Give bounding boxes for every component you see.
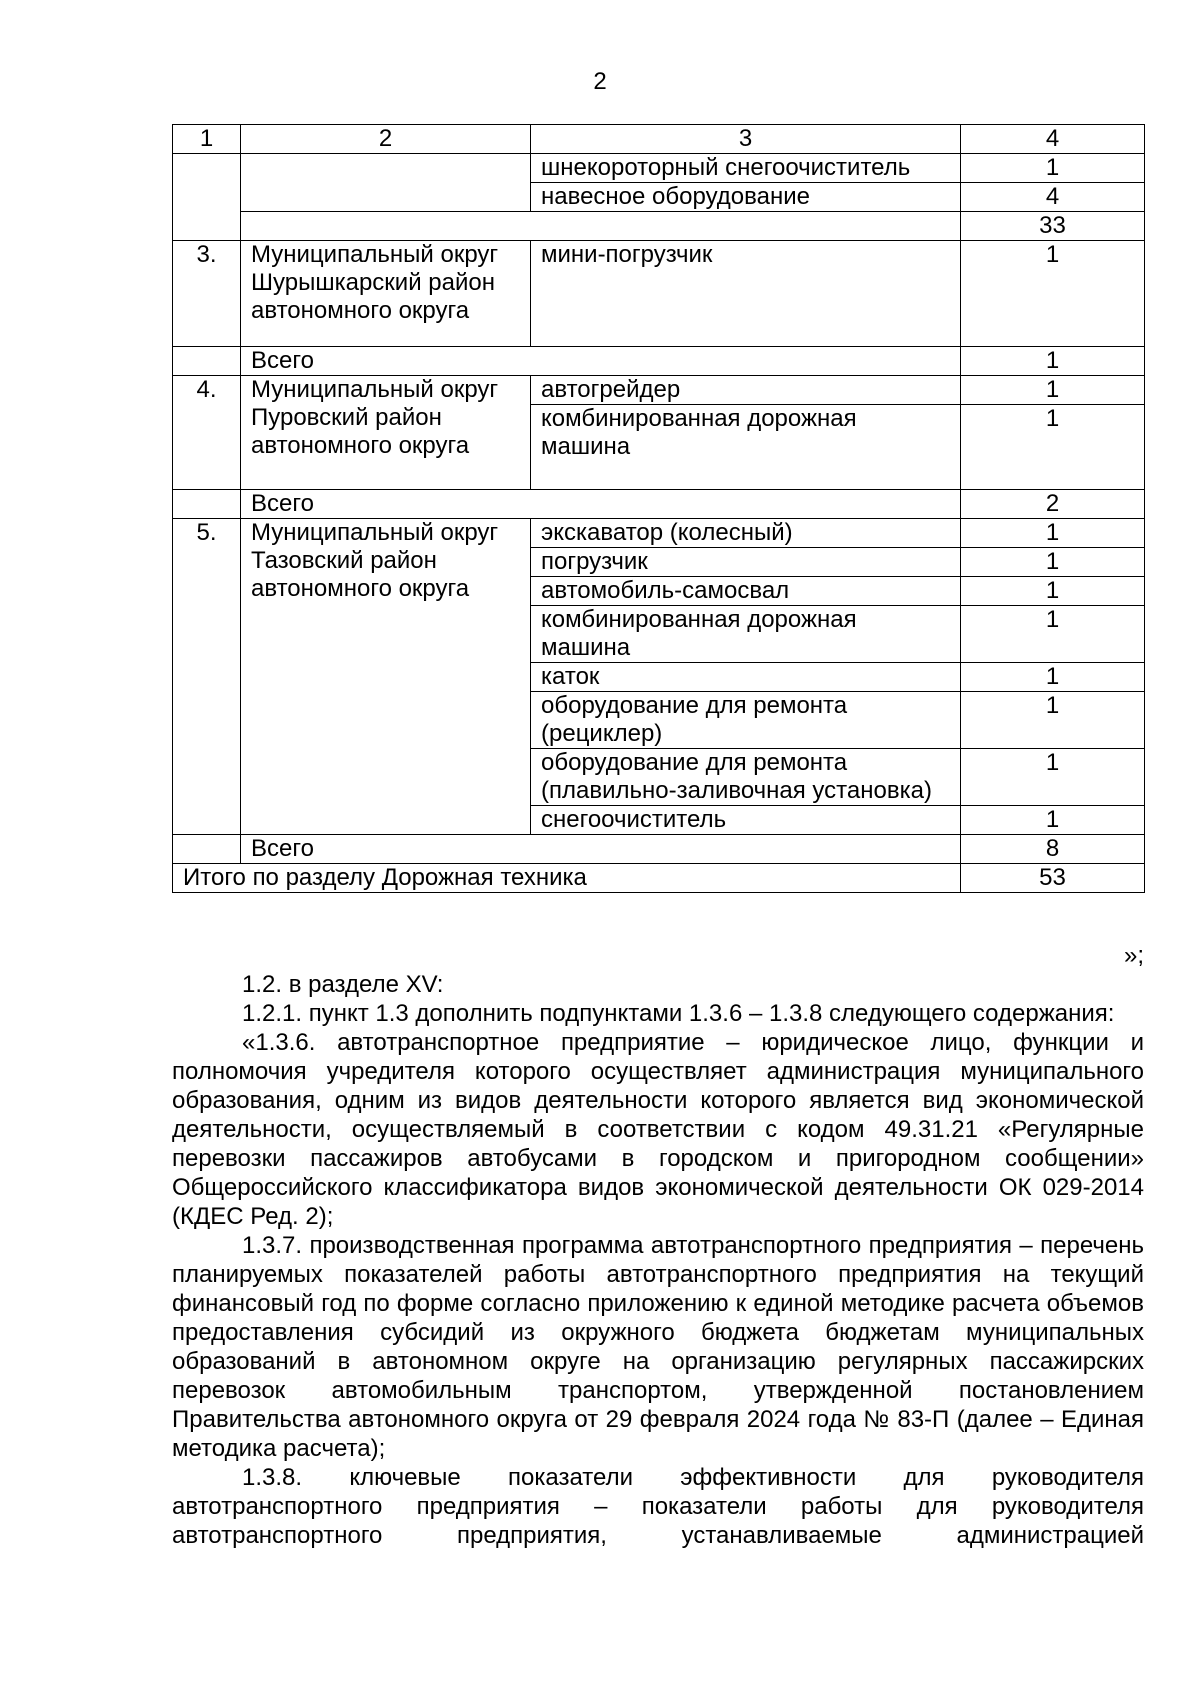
paragraph: «1.3.6. автотранспортное предприятие – юридическое лицо, функции и полномочия учредителя которого осуществляет администрация муниципального образования, одним из видов деятельности которого является вид экономической деятельности, осуществляемый в соответствии с кодом 49.31.21 «Регулярные перевозки пассажиров автобусами в городском и пригородном сообщении» Общероссийского классификатора видов экономической деятельности ОК 029-2014 (КДЕС Ред. 2); [172, 1029, 1144, 1230]
equipment-cell: автогрейдер [531, 376, 961, 405]
qty-cell: 1 [961, 241, 1145, 347]
total-label-cell [241, 212, 961, 241]
number-cell [173, 347, 241, 376]
district-cell: Муниципальный округ Тазовский район автономного округа [241, 519, 531, 835]
qty-cell: 1 [961, 519, 1145, 548]
equipment-cell: комбинированная дорожная машина [531, 405, 961, 490]
number-cell [173, 835, 241, 864]
total-cell: 1 [961, 347, 1145, 376]
paragraph: 1.3.8. ключевые показатели эффективности для руководителя автотранспортного предприятия – показатели работы для руководителя автотранспортного предприятия, устанавливаемые администрацией [172, 1464, 1144, 1549]
equipment-cell: оборудование для ремонта (рециклер) [531, 692, 961, 749]
qty-cell: 4 [961, 183, 1145, 212]
paragraph: 1.3.7. производственная программа автотранспортного предприятия – перечень планируемых показателей работы автотранспортного предприятия на текущий финансовый год по форме согласно приложению к единой методике расчета объемов предоставления субсидий из окружного бюджета бюджетам муниципальных образований в автономном округе на организацию регулярных пассажирских перевозок автомобильным транспортом, утвержденной постановлением Правительства автономного округа от 29 февраля 2024 года № 83-П (далее – Единая методика расчета); [172, 1232, 1144, 1462]
header-cell: 3 [531, 125, 961, 154]
grand-total-row [173, 864, 1145, 893]
qty-cell: 1 [961, 154, 1145, 183]
equipment-cell: оборудование для ремонта (плавильно-заливочная установка) [531, 749, 961, 806]
table-row [173, 490, 1145, 519]
total-cell: 2 [961, 490, 1145, 519]
district-cell: Муниципальный округ Шурышкарский район автономного округа [241, 241, 531, 347]
qty-cell: 1 [961, 548, 1145, 577]
table-row [173, 241, 1145, 347]
equipment-cell: комбинированная дорожная машина [531, 606, 961, 663]
header-cell: 2 [241, 125, 531, 154]
qty-cell: 1 [961, 806, 1145, 835]
table-row [173, 212, 1145, 241]
equipment-table [172, 124, 1145, 893]
total-cell: 8 [961, 835, 1145, 864]
equipment-cell: навесное оборудование [531, 183, 961, 212]
equipment-cell: мини-погрузчик [531, 241, 961, 347]
grand-total-value: 53 [961, 864, 1145, 893]
equipment-cell: каток [531, 663, 961, 692]
header-cell: 1 [173, 125, 241, 154]
grand-total-label: Итого по разделу Дорожная техника [173, 864, 961, 893]
qty-cell: 1 [961, 749, 1145, 806]
total-label-cell: Всего [241, 835, 961, 864]
total-label-cell: Всего [241, 490, 961, 519]
page-number: 2 [593, 68, 607, 95]
equipment-cell: снегоочиститель [531, 806, 961, 835]
table-row [173, 347, 1145, 376]
table-row [173, 835, 1145, 864]
number-cell: 5. [173, 519, 241, 835]
number-cell: 4. [173, 376, 241, 490]
paragraph: 1.2. в разделе XV: [242, 971, 444, 998]
number-cell: 3. [173, 241, 241, 347]
equipment-cell: погрузчик [531, 548, 961, 577]
table-header-row [173, 125, 1145, 154]
equipment-cell: автомобиль-самосвал [531, 577, 961, 606]
table-row [173, 519, 1145, 548]
paragraph: 1.2.1. пункт 1.3 дополнить подпунктами 1.3.6 – 1.3.8 следующего содержания: [242, 1000, 1115, 1027]
total-cell: 33 [961, 212, 1145, 241]
equipment-cell: экскаватор (колесный) [531, 519, 961, 548]
district-cell [241, 154, 531, 212]
number-cell [173, 154, 241, 241]
qty-cell: 1 [961, 692, 1145, 749]
qty-cell: 1 [961, 376, 1145, 405]
qty-cell: 1 [961, 606, 1145, 663]
qty-cell: 1 [961, 663, 1145, 692]
total-label-cell: Всего [241, 347, 961, 376]
qty-cell: 1 [961, 405, 1145, 490]
header-cell: 4 [961, 125, 1145, 154]
table-row [173, 376, 1145, 405]
equipment-cell: шнекороторный снегоочиститель [531, 154, 961, 183]
qty-cell: 1 [961, 577, 1145, 606]
number-cell [173, 490, 241, 519]
closing-quote-mark: »; [1123, 942, 1144, 969]
district-cell: Муниципальный округ Пуровский район автономного округа [241, 376, 531, 490]
body-text [172, 970, 1144, 1550]
table-row [173, 154, 1145, 183]
